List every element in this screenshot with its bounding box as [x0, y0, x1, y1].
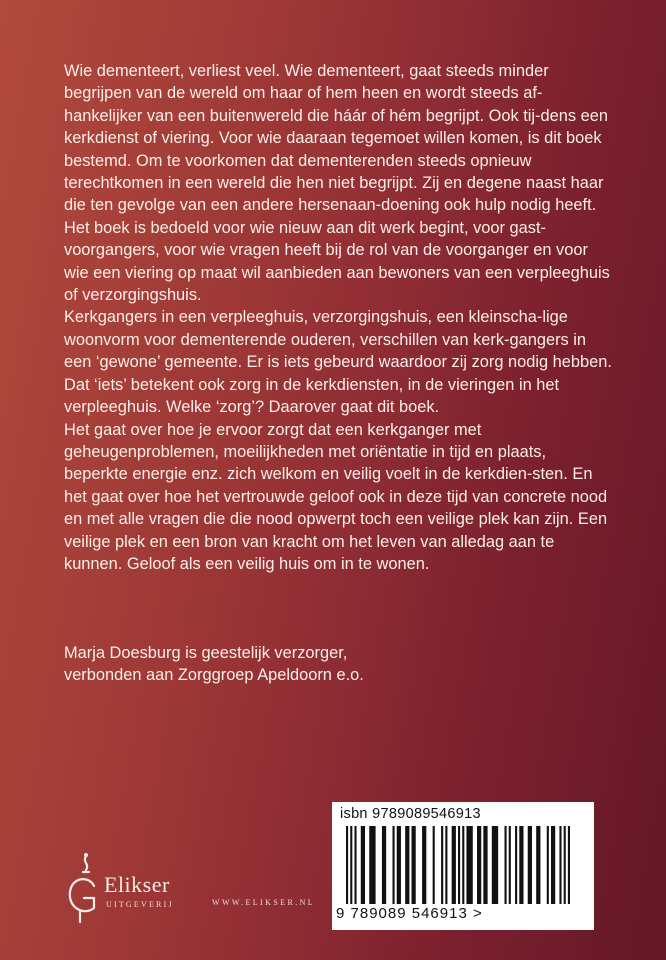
barcode-bar — [509, 826, 511, 904]
barcode-bar — [412, 826, 416, 904]
barcode-bar — [515, 826, 517, 904]
blurb-paragraph-1: Wie dementeert, verliest veel. Wie dementeert, gaat steeds minder begrijpen van de wereld om haar of hem heen en wordt steeds af-hankelijker van een buitenwereld die háár of hém begrijpt. Ook tij-dens een kerkdienst of viering. Voor wie daaraan tegemoet willen komen, is dit boek bestemd. Om te voorkomen dat dementerenden steeds opnieuw terechtkomen in een wereld die hen niet begrijpt. Zij en degene naast haar die ten gevolge van een andere hersenaan-doening ook hulp nodig heeft. — [64, 62, 608, 215]
barcode-bar — [559, 826, 561, 904]
barcode-bar — [354, 826, 356, 904]
barcode-bar — [462, 826, 464, 904]
barcode-bar — [350, 826, 352, 904]
barcode-bar — [346, 826, 348, 904]
author-bio-line-1: Marja Doesburg is geestelijk verzorger, — [64, 644, 348, 662]
barcode-bar — [547, 826, 549, 904]
barcode-bar — [392, 826, 394, 904]
blurb-paragraph-2: Het boek is bedoeld voor wie nieuw aan dit werk begint, voor gast-voorgangers, voor wie vragen heeft bij de rol van de voorganger en voor wie een viering op maat wil aanbieden aan bewoners van een verpleeghuis of verzorgingshuis. — [64, 218, 610, 305]
barcode-bar — [405, 826, 409, 904]
barcode-bar — [504, 826, 506, 904]
barcode-bar — [369, 826, 375, 904]
barcode-bar — [422, 826, 426, 904]
isbn-label: isbn 9789089546913 — [340, 806, 481, 822]
barcode-bar — [477, 826, 481, 904]
blurb-paragraph-3: Kerkgangers in een verpleeghuis, verzorgingshuis, een kleinscha-lige woonvorm voor dementerende ouderen, verschillen van kerk-gangers in een ‘gewone’ gemeente. Er is iets gebeurd waardoor zij zorg nodig hebben. Dat ‘iets’ betekent ook zorg in de kerkdiensten, in de vieringen in het verpleeghuis. Welke ‘zorg’? Daarover gaat dit boek. — [64, 308, 612, 417]
isbn-barcode — [332, 802, 594, 930]
barcode-bar — [528, 826, 532, 904]
publisher-emblem-icon — [64, 852, 108, 924]
barcode-bar — [536, 826, 540, 904]
barcode-bar — [397, 826, 401, 904]
barcode-bar — [458, 826, 460, 904]
barcode-bars — [346, 826, 572, 904]
barcode-bar — [452, 826, 456, 904]
publisher-logo — [64, 852, 204, 924]
author-bio-line-2: verbonden aan Zorggroep Apeldoorn e.o. — [64, 666, 364, 685]
barcode-bar — [433, 826, 435, 904]
barcode-bar — [492, 826, 498, 904]
publisher-website: WWW.ELIKSER.NL — [212, 898, 316, 907]
back-cover-blurb — [64, 60, 612, 575]
barcode-bar — [483, 826, 487, 904]
barcode-bar — [361, 826, 365, 904]
barcode-digits: 9 789089 546913 > — [336, 905, 483, 922]
barcode-bar — [551, 826, 555, 904]
barcode-bar — [441, 826, 443, 904]
barcode-bar — [382, 826, 386, 904]
barcode-bar — [568, 826, 570, 904]
publisher-subtitle: UITGEVERIJ — [106, 900, 174, 909]
publisher-name: Elikser — [104, 872, 170, 897]
barcode-bar — [564, 826, 566, 904]
blurb-paragraph-4: Het gaat over hoe je ervoor zorgt dat een kerkganger met geheugenproblemen, moeilijkheden met oriëntatie in tijd en plaats, beperkte energie enz. zich welkom en veilig voelt in de kerkdien-sten. En het gaat over hoe het vertrouwde geloof ook in deze tijd van concrete nood en met alle vragen die die nood opwerpt toch een veilige plek kan zijn. Een veilige plek en een bron van kracht om het leven van alledag aan te kunnen. Geloof als een veilig huis om in te wonen. — [64, 420, 608, 573]
barcode-bar — [445, 826, 447, 904]
barcode-bar — [519, 826, 523, 904]
barcode-bar — [466, 826, 472, 904]
author-bio — [64, 642, 612, 687]
